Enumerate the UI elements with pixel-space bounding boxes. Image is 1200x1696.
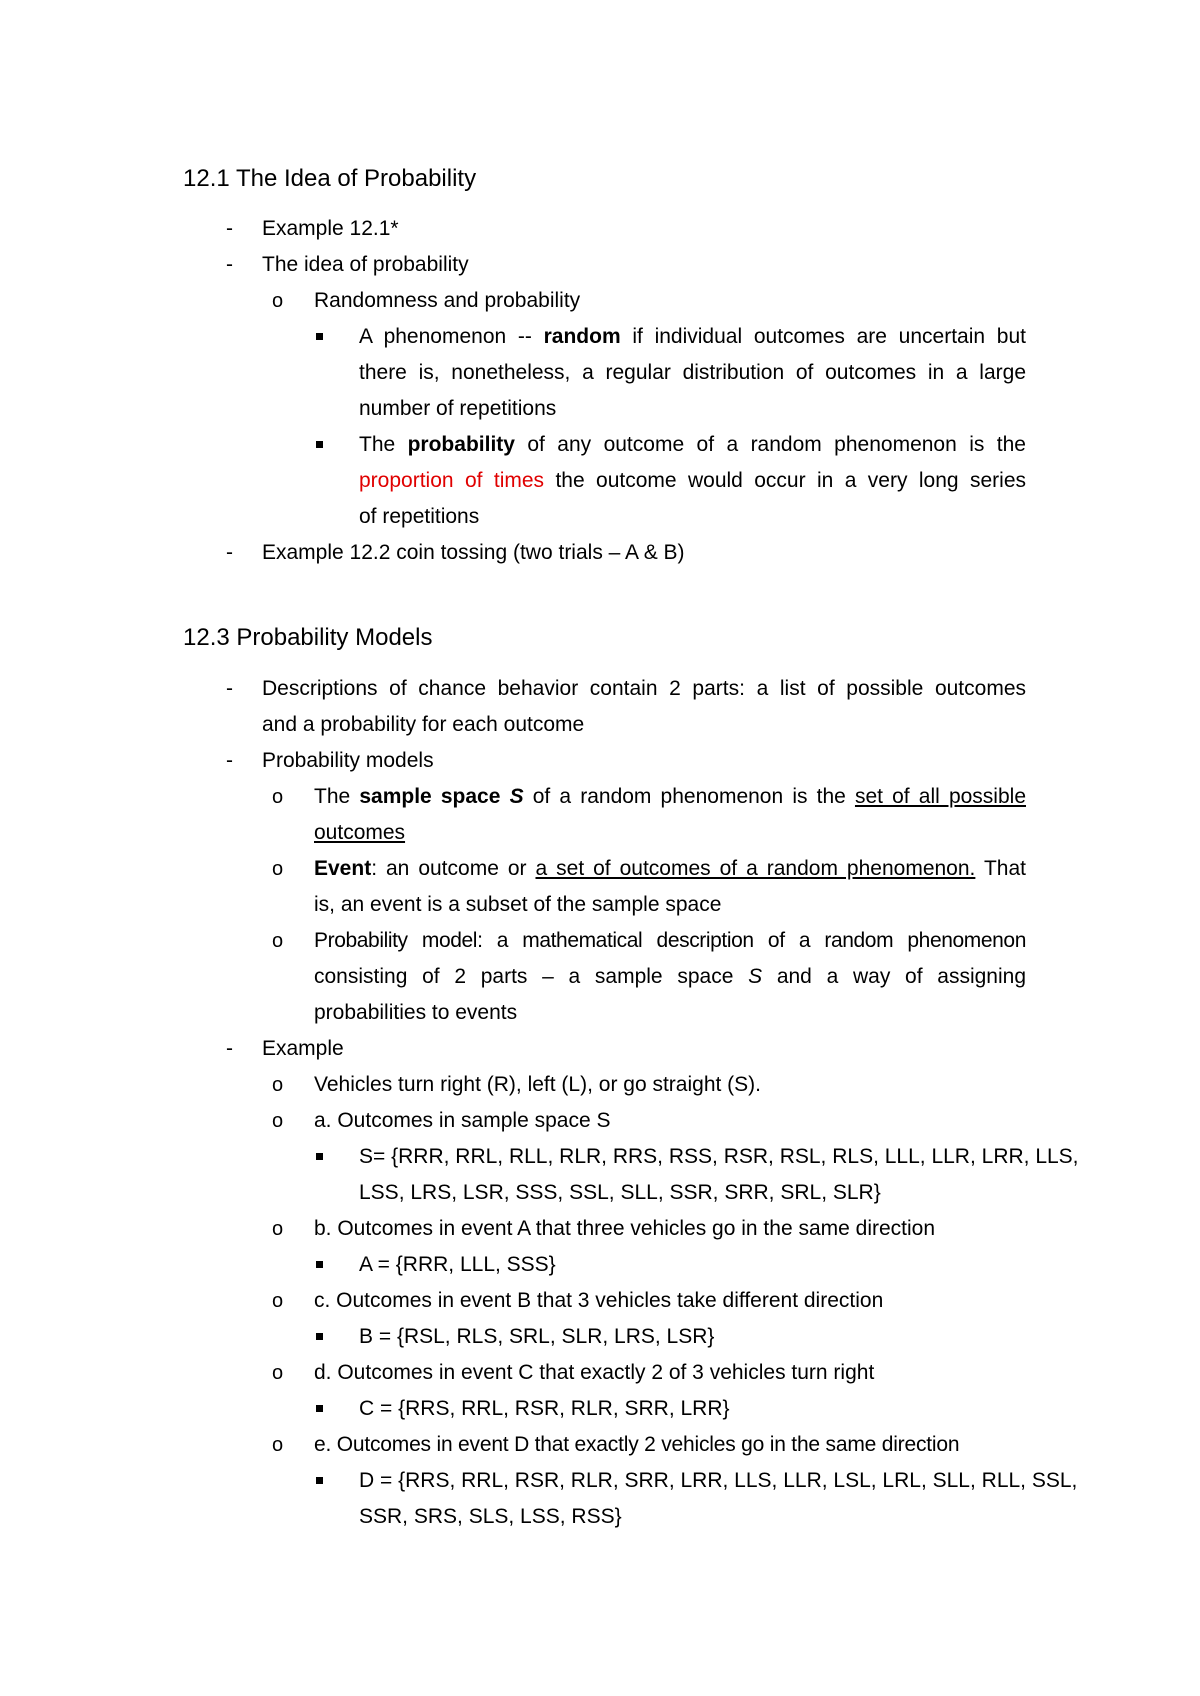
random-definition-line-2: there is, nonetheless, a regular distribution of outcomes in a large: [359, 361, 1026, 384]
sample-space-line-2: [314, 815, 1026, 851]
text-span: of a random phenomenon is the: [523, 785, 855, 808]
event-a-set: A = {RRR, LLL, SSS}: [359, 1253, 556, 1276]
italic-symbol-s: S: [500, 785, 524, 808]
square-bullet-icon: [316, 319, 323, 355]
part-a-line: a. Outcomes in sample space S: [314, 1109, 611, 1132]
probability-definition-line-3: of repetitions: [359, 505, 480, 528]
probability-definition-line-2: [359, 463, 1026, 499]
part-b-line: b. Outcomes in event A that three vehicles go in the same direction: [314, 1217, 936, 1240]
bold-term-sample-space: sample space: [359, 785, 501, 808]
circle-bullet: o: [272, 786, 284, 808]
text-span: The: [314, 785, 360, 808]
list-item-probability-models: Probability models: [262, 749, 434, 772]
descriptions-line-1: Descriptions of chance behavior contain 2 parts: a list of possible outcomes: [262, 677, 1026, 700]
circle-bullet: o: [272, 858, 284, 880]
underlined-text: set of all possible: [854, 785, 1026, 808]
dash-bullet: -: [226, 541, 233, 564]
square-bullet-icon: [316, 1391, 323, 1427]
square-bullet-icon: [316, 1139, 323, 1175]
event-b-set: B = {RSL, RLS, SRL, SLR, LRS, LSR}: [359, 1325, 715, 1348]
descriptions-line-2: and a probability for each outcome: [262, 713, 585, 736]
circle-bullet: o: [272, 1110, 284, 1132]
list-item-example: Example: [262, 1037, 344, 1060]
prob-model-line-2: [314, 959, 1026, 995]
circle-bullet: o: [272, 1290, 284, 1312]
event-line-1: [314, 851, 1026, 887]
circle-bullet: o: [272, 1362, 284, 1384]
bold-term-probability: probability: [407, 433, 515, 456]
prob-model-line-3: probabilities to events: [314, 1001, 518, 1024]
list-item-idea: The idea of probability: [262, 253, 469, 276]
bold-term-event: Event: [314, 857, 372, 880]
text-span: consisting of 2 parts – a sample space: [314, 965, 749, 988]
text-span: That: [975, 857, 1026, 880]
square-bullet-icon: [316, 427, 323, 463]
italic-symbol-s: S: [748, 965, 763, 988]
random-definition-line-3: number of repetitions: [359, 397, 557, 420]
list-item-randomness: Randomness and probability: [314, 289, 581, 312]
circle-bullet: o: [272, 930, 284, 952]
prob-model-line-1: Probability model: a mathematical description of a random phenomenon: [314, 929, 1026, 952]
dash-bullet: -: [226, 749, 233, 772]
vehicles-line: Vehicles turn right (R), left (L), or go straight (S).: [314, 1073, 761, 1096]
list-item-example-12-2: Example 12.2 coin tossing (two trials – A & B): [262, 541, 685, 564]
event-c-set: C = {RRS, RRL, RSR, RLR, SRR, LRR}: [359, 1397, 730, 1420]
red-highlight-text: proportion of times: [359, 469, 545, 492]
probability-definition-line-1: [359, 427, 1026, 463]
circle-bullet: o: [272, 1434, 284, 1456]
text-span: if individual outcomes are uncertain but: [620, 325, 1026, 348]
section-heading-12-1: 12.1 The Idea of Probability: [183, 165, 477, 192]
part-e-line: e. Outcomes in event D that exactly 2 vehicles go in the same direction: [314, 1433, 960, 1456]
part-d-line: d. Outcomes in event C that exactly 2 of 3 vehicles turn right: [314, 1361, 875, 1384]
text-span: and a way of assigning: [762, 965, 1026, 988]
dash-bullet: -: [226, 253, 233, 276]
random-definition-line-1: [359, 319, 1026, 355]
circle-bullet: o: [272, 1218, 284, 1240]
dash-bullet: -: [226, 1037, 233, 1060]
sample-space-set-line-2: LSS, LRS, LSR, SSS, SSL, SLL, SSR, SRR, SRL, SLR}: [359, 1181, 881, 1204]
part-c-line: c. Outcomes in event B that 3 vehicles take different direction: [314, 1289, 884, 1312]
sample-space-line-1: [314, 779, 1026, 815]
square-bullet-icon: [316, 1319, 323, 1355]
circle-bullet: o: [272, 1074, 284, 1096]
bold-term-random: random: [543, 325, 621, 348]
section-heading-12-3: 12.3 Probability Models: [183, 624, 433, 651]
dash-bullet: -: [226, 217, 233, 240]
square-bullet-icon: [316, 1247, 323, 1283]
event-d-set-line-1: D = {RRS, RRL, RSR, RLR, SRR, LRR, LLS, LLR, LSL, LRL, SLL, RLL, SSL,: [359, 1469, 1078, 1492]
event-d-set-line-2: SSR, SRS, SLS, LSS, RSS}: [359, 1505, 622, 1528]
dash-bullet: -: [226, 677, 233, 700]
text-span: A phenomenon --: [359, 325, 544, 348]
list-item-example-12-1: Example 12.1*: [262, 217, 399, 240]
text-span: of any outcome of a random phenomenon is the: [514, 433, 1026, 456]
underlined-text: a set of outcomes of a random phenomenon.: [535, 857, 976, 880]
sample-space-set-line-1: S= {RRR, RRL, RLL, RLR, RRS, RSS, RSR, RSL, RLS, LLL, LLR, LRR, LLS,: [359, 1145, 1079, 1168]
underlined-text: outcomes: [314, 821, 406, 844]
text-span: : an outcome or: [371, 857, 536, 880]
circle-bullet: o: [272, 290, 284, 312]
text-span: the outcome would occur in a very long series: [544, 469, 1026, 492]
text-span: The: [359, 433, 408, 456]
square-bullet-icon: [316, 1463, 323, 1499]
event-line-2: is, an event is a subset of the sample space: [314, 893, 722, 916]
